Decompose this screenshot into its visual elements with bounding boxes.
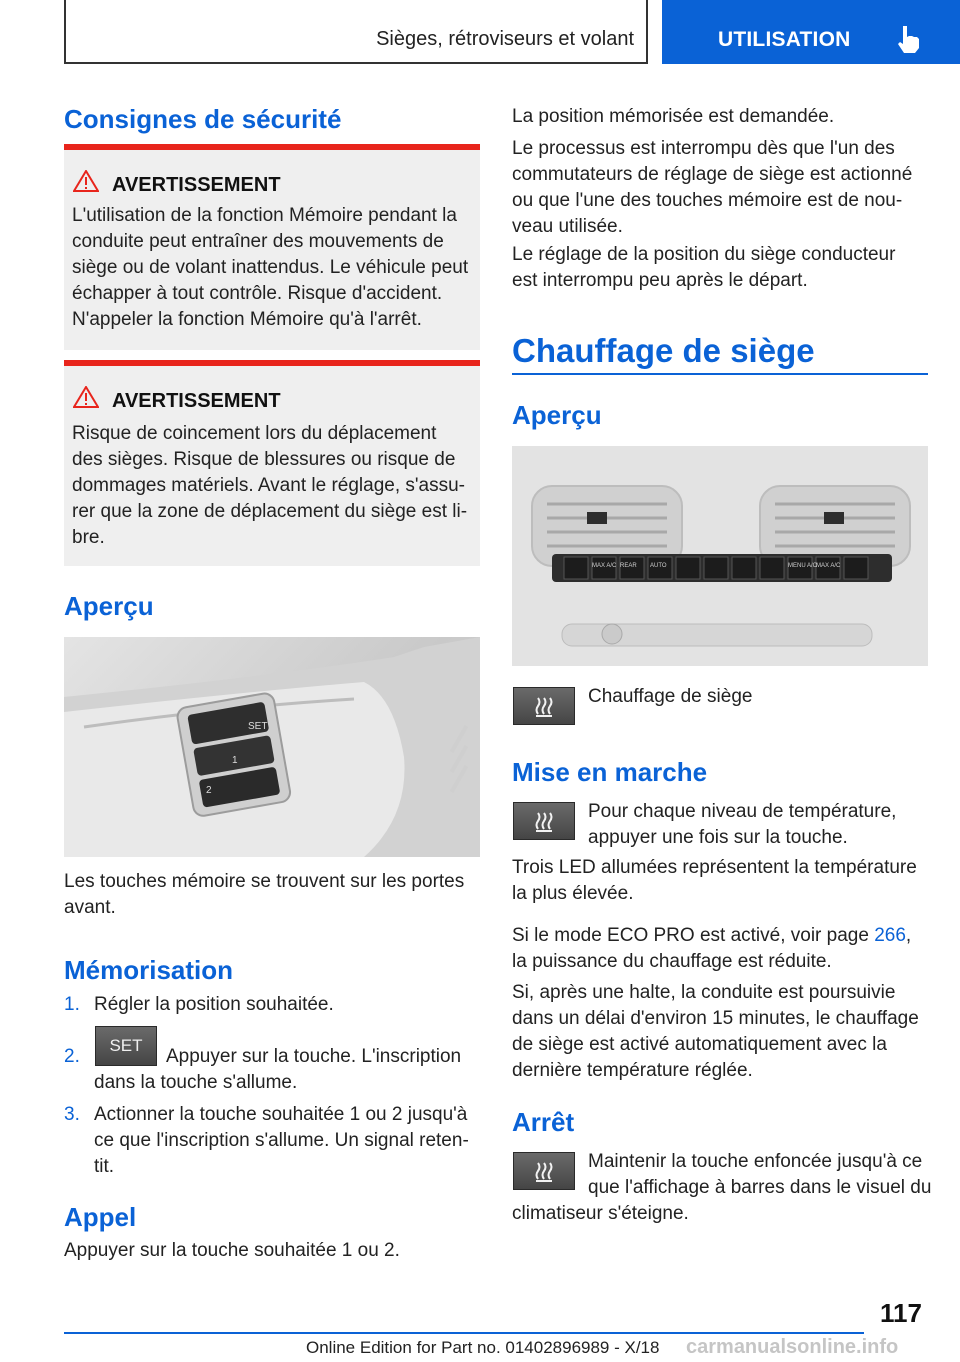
page-link-266[interactable]: 266 — [874, 925, 906, 946]
chapter-title: Sièges, rétroviseurs et volant — [376, 28, 634, 50]
para-recalled: La position mémorisée est demandée. — [512, 106, 835, 127]
step-text-2b: dans la touche s'allume. — [94, 1072, 298, 1093]
para-interrupted: Le processus est interrompu dès que l'un des commutateurs de réglage de siège est actionné ou que l'une des touches mémoire est de nou- veau utilisée. — [512, 138, 913, 237]
step-num-1: 1. — [64, 994, 80, 1015]
overview-title-left: Aperçu — [64, 591, 154, 621]
step-text-1: Régler la position souhaitée. — [94, 994, 334, 1015]
door-button-1: 1 — [232, 755, 238, 766]
chapter-header — [64, 0, 648, 64]
warning-label-2: AVERTISSEMENT — [112, 390, 281, 412]
warning-triangle-icon — [73, 386, 99, 408]
seat-heating-icon — [513, 802, 575, 840]
eco-text: Si le mode ECO PRO est activé, voir page 266, la puissance du chauffage est réduite. — [512, 925, 912, 972]
overview-caption: Les touches mémoire se trouvent sur les portes avant. — [64, 871, 465, 918]
step-text-3: Actionner la touche souhaitée 1 ou 2 jusqu'à ce que l'inscription s'allume. Un signal reten- tit. — [94, 1104, 469, 1177]
heat-title-underline — [512, 373, 928, 375]
door-button-set: SET — [248, 721, 268, 732]
off-text: Maintenir la touche enfoncée jusqu'à ce que l'affichage à barres dans le visuel du — [588, 1151, 932, 1198]
on-title: Mise en marche — [512, 757, 708, 787]
recall-text: Appuyer sur la touche souhaitée 1 ou 2. — [64, 1240, 400, 1261]
recall-title: Appel — [64, 1202, 137, 1232]
climate-panel-photo — [512, 446, 928, 666]
led-text: Trois LED allumées représentent la température la plus élevée. — [512, 857, 917, 904]
door-memory-photo — [64, 637, 480, 857]
door-panel-drawing — [64, 637, 480, 857]
off-title: Arrêt — [512, 1107, 575, 1137]
footer-rule — [64, 1332, 864, 1334]
door-button-2: 2 — [206, 785, 212, 796]
safety-title: Consignes de sécurité — [64, 104, 342, 134]
warning-triangle-icon — [73, 170, 99, 192]
panel-label-menu-ac: MENU A/C — [788, 563, 818, 569]
panel-label-max-ac-2: MAX A/C — [816, 563, 841, 569]
on-text: Pour chaque niveau de température, appuyer une fois sur la touche. — [588, 801, 897, 848]
seat-heating-icon — [513, 687, 575, 725]
panel-label-max-ac: MAX A/C — [592, 563, 617, 569]
overview-title-right: Aperçu — [512, 400, 602, 430]
step-num-2: 2. — [64, 1046, 80, 1067]
step-text-2a: Appuyer sur la touche. L'inscription — [166, 1046, 462, 1067]
warning-label-1: AVERTISSEMENT — [112, 174, 281, 196]
set-button-icon: SET — [95, 1026, 157, 1066]
page-number: 117 — [880, 1298, 922, 1328]
off-text-end: climatiseur s'éteigne. — [512, 1203, 689, 1224]
memorize-title: Mémorisation — [64, 955, 234, 985]
seat-heating-icon — [513, 1152, 575, 1190]
edition-text: Online Edition for Part no. 01402896989 - X/18 — [306, 1338, 660, 1357]
panel-label-auto: AUTO — [650, 563, 667, 569]
halt-text: Si, après une halte, la conduite est poursuivie dans un délai d'environ 15 minutes, le chauffage de siège est activé automatiquement avec la dernière température réglée. — [512, 982, 919, 1081]
seat-heating-caption: Chauffage de siège — [588, 686, 753, 707]
warning-text-1: L'utilisation de la fonction Mémoire pendant la conduite peut entraîner des mouvements de siège ou de volant inattendus. Le véhicule peut échapper à tout contrôle. Risque d'accident. N'appeler la fonction Mémoire qu'à l'arrêt. — [72, 205, 469, 330]
climate-panel-drawing — [512, 446, 928, 666]
step-num-3: 3. — [64, 1104, 80, 1125]
section-tab[interactable] — [662, 0, 960, 64]
watermark: carmanualsonline.info — [686, 1336, 899, 1358]
heat-title: Chauffage de siège — [512, 332, 815, 369]
hand-pointer-icon — [894, 24, 922, 54]
warning-text-2: Risque de coincement lors du déplacement des sièges. Risque de blessures ou risque de dommages matériels. Avant le réglage, s'assu- rer que la zone de déplacement du siège est li- bre. — [72, 423, 468, 548]
section-title: UTILISATION — [718, 28, 851, 51]
panel-label-rear: REAR — [620, 563, 637, 569]
para-driver: Le réglage de la position du siège conducteur est interrompu peu après le départ. — [512, 244, 896, 291]
